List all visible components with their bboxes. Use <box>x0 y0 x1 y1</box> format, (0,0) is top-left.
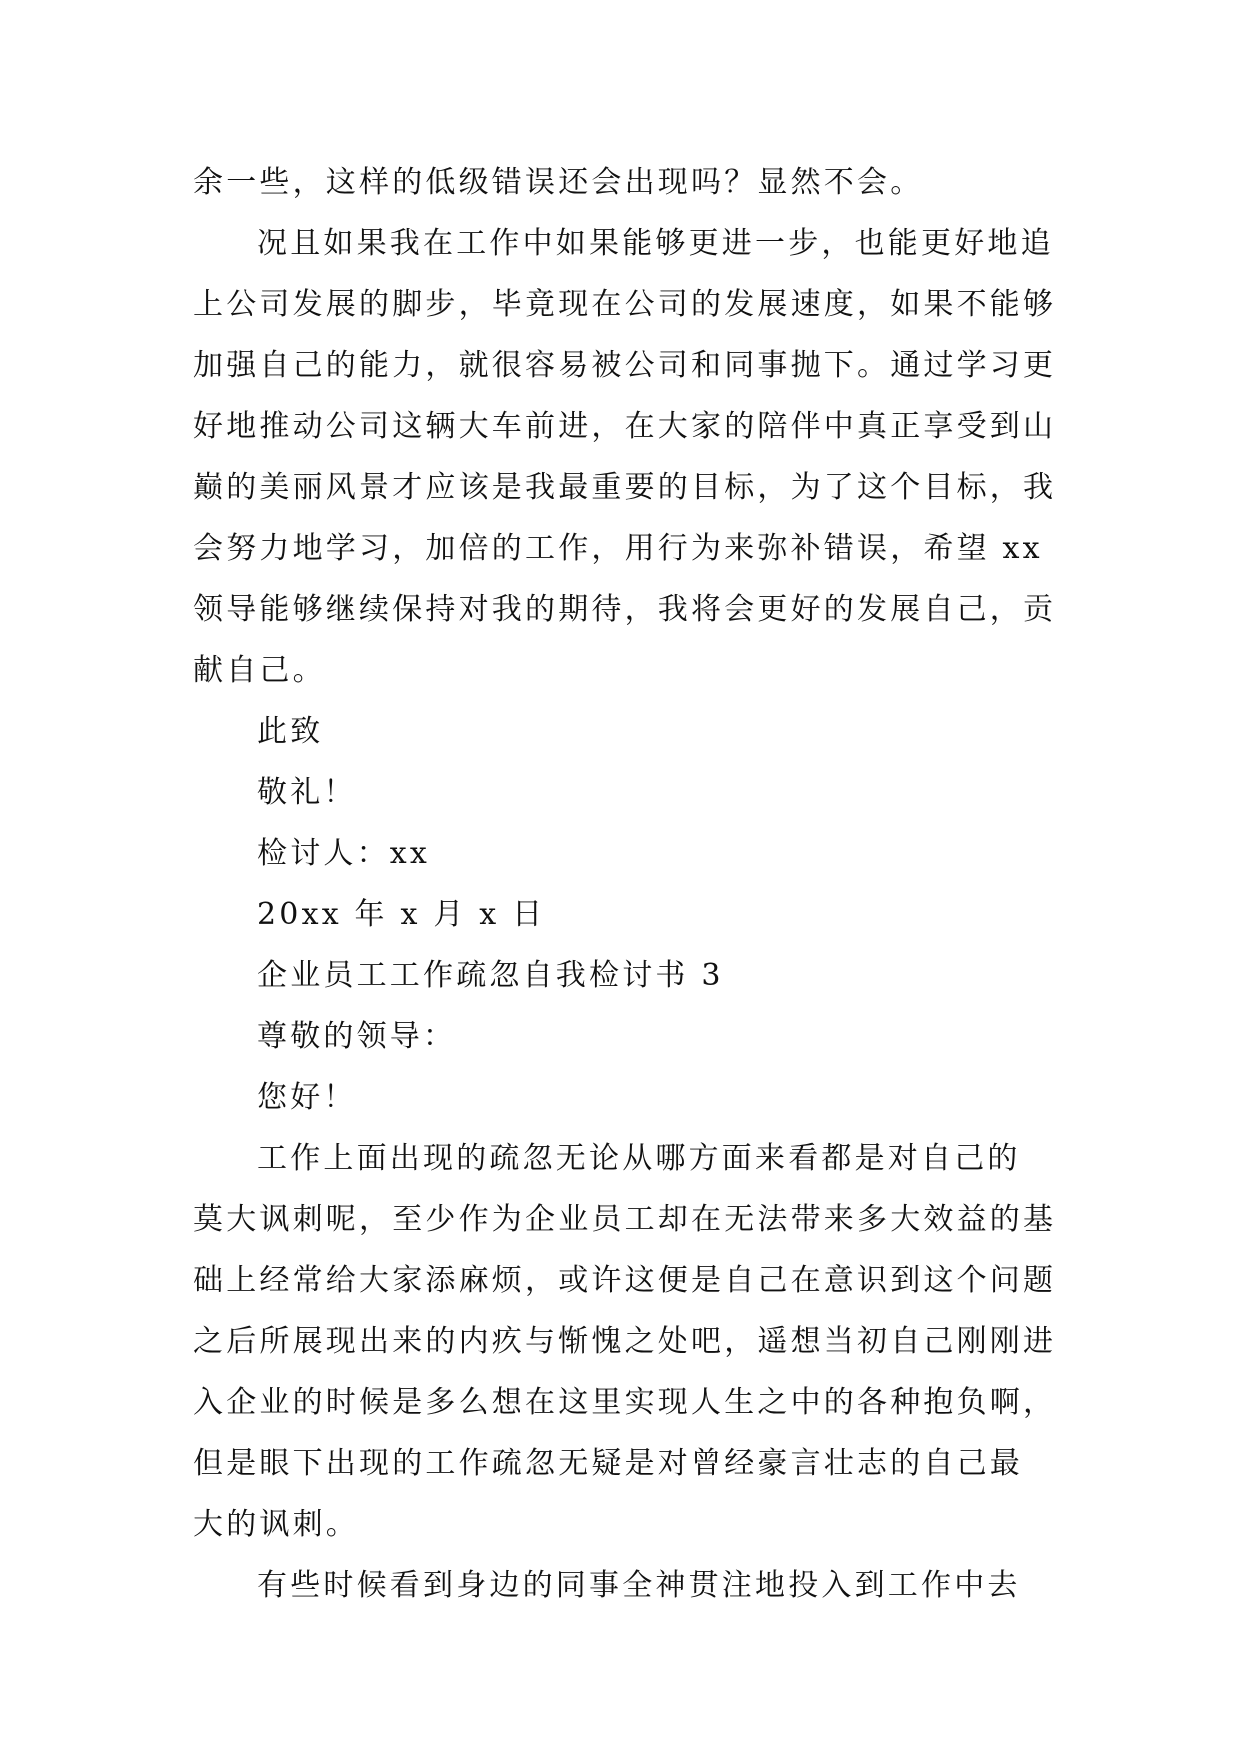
text-line: 上公司发展的脚步，毕竟现在公司的发展速度，如果不能够 <box>193 287 1057 322</box>
text-line: 企业员工工作疏忽自我检讨书 3 <box>257 958 724 993</box>
document-body <box>193 152 1057 1616</box>
text-line: 您好！ <box>257 1080 357 1115</box>
text-line: 20xx 年 x 月 x 日 <box>257 897 546 932</box>
text-line: 但是眼下出现的工作疏忽无疑是对曾经豪言壮志的自己最 <box>193 1446 1023 1481</box>
text-line: 有些时候看到身边的同事全神贯注地投入到工作中去 <box>257 1568 1021 1603</box>
text-line: 工作上面出现的疏忽无论从哪方面来看都是对自己的 <box>257 1141 1021 1176</box>
text-line: 之后所展现出来的内疚与惭愧之处吧，遥想当初自己刚刚进 <box>193 1324 1057 1359</box>
text-line: 巅的美丽风景才应该是我最重要的目标，为了这个目标，我 <box>193 470 1057 505</box>
text-line: 敬礼！ <box>257 775 357 810</box>
text-line: 领导能够继续保持对我的期待，我将会更好的发展自己，贡 <box>193 592 1057 627</box>
text-line: 此致 <box>257 714 324 749</box>
text-line: 莫大讽刺呢，至少作为企业员工却在无法带来多大效益的基 <box>193 1202 1057 1237</box>
text-line: 大的讽刺。 <box>193 1507 359 1542</box>
text-line: 加强自己的能力，就很容易被公司和同事抛下。通过学习更 <box>193 348 1057 383</box>
text-line: 尊敬的领导： <box>257 1019 457 1054</box>
text-line: 余一些，这样的低级错误还会出现吗？显然不会。 <box>193 165 924 200</box>
text-line: 好地推动公司这辆大车前进，在大家的陪伴中真正享受到山 <box>193 409 1057 444</box>
text-line: 会努力地学习，加倍的工作，用行为来弥补错误，希望 xx <box>193 531 1043 566</box>
text-line: 入企业的时候是多么想在这里实现人生之中的各种抱负啊， <box>193 1385 1057 1420</box>
text-line: 况且如果我在工作中如果能够更进一步，也能更好地追 <box>257 226 1054 261</box>
text-line: 检讨人：xx <box>257 836 431 871</box>
text-line: 献自己。 <box>193 653 326 688</box>
text-line: 础上经常给大家添麻烦，或许这便是自己在意识到这个问题 <box>193 1263 1057 1298</box>
